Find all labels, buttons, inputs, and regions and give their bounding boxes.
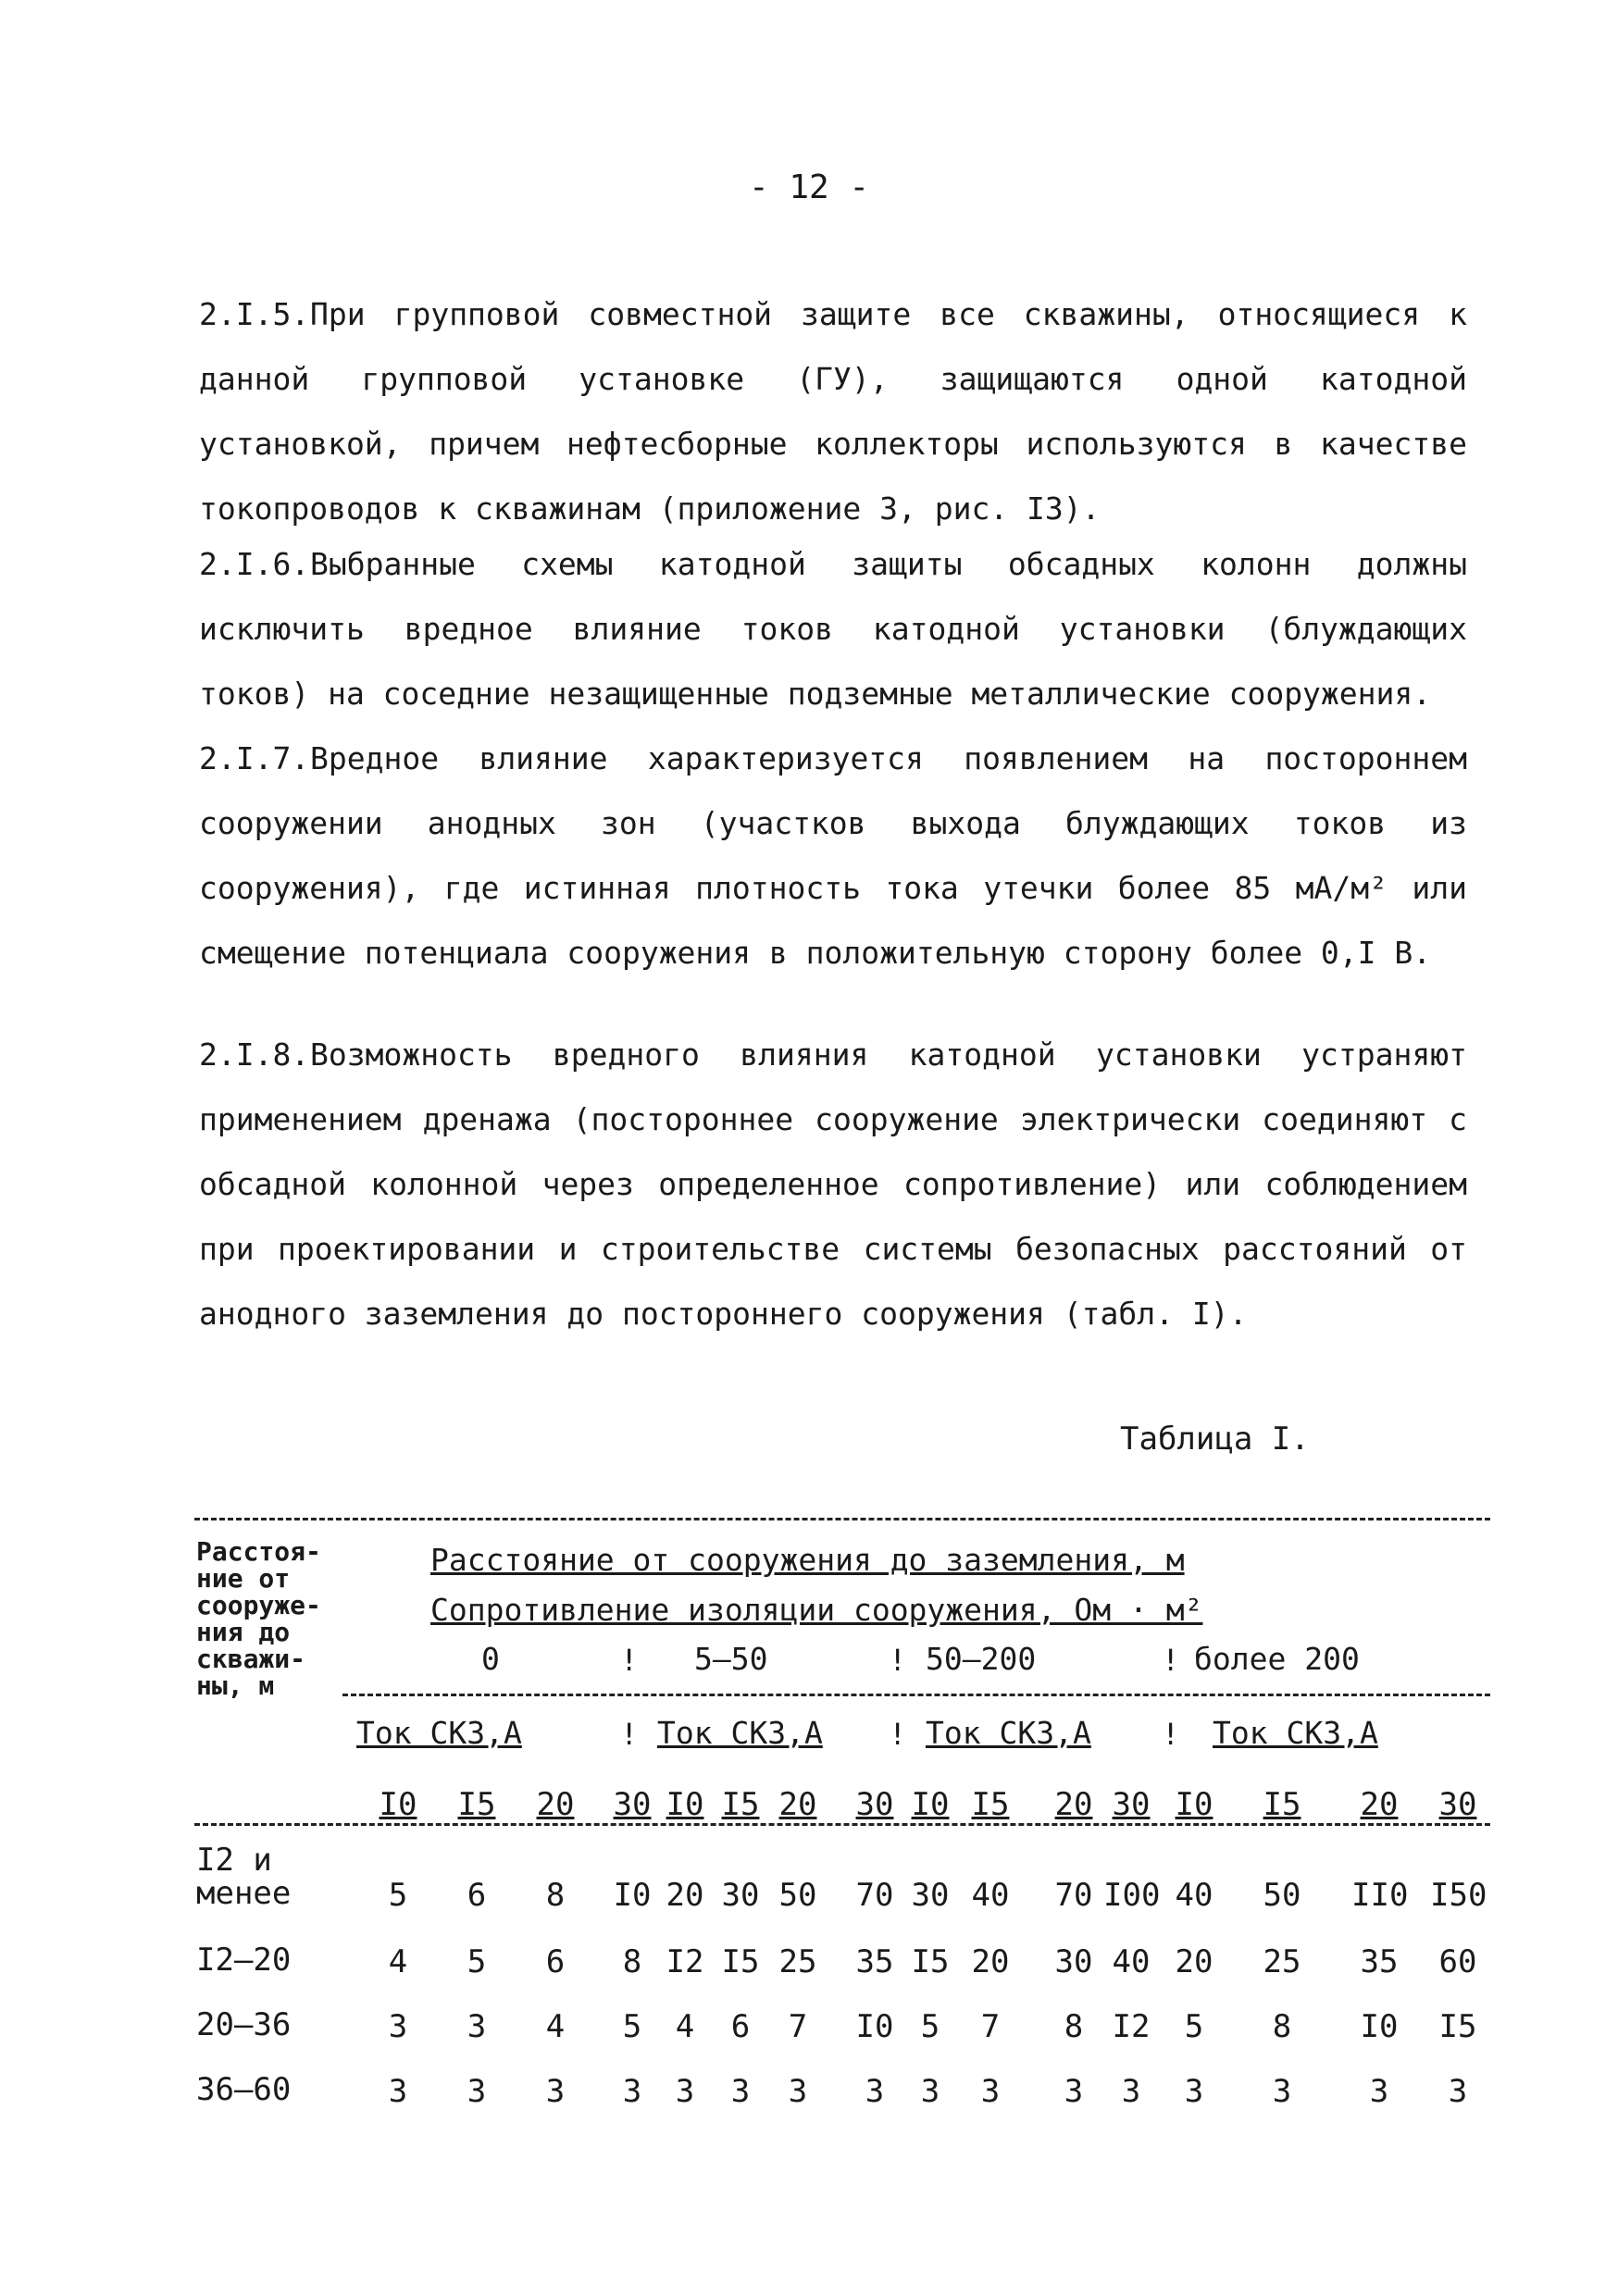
current-label-group-2: Ток СКЗ,А bbox=[657, 1715, 823, 1751]
table-cell: 70 bbox=[1054, 1877, 1093, 1914]
table-cell: I00 bbox=[1103, 1877, 1161, 1914]
table-cell: I0 bbox=[1360, 2008, 1399, 2045]
current-value: I0 bbox=[1175, 1786, 1214, 1823]
table-title: Расстояние от сооружения до заземления, м bbox=[430, 1542, 1185, 1578]
table-cell: 4 bbox=[388, 1943, 408, 1980]
table-cell: 3 bbox=[388, 2008, 408, 2045]
table-cell: 3 bbox=[1184, 2073, 1204, 2110]
table-cell: 3 bbox=[1272, 2073, 1292, 2110]
table-cell: 5 bbox=[920, 2008, 940, 2045]
table-cell: 3 bbox=[467, 2008, 487, 2045]
current-value: I5 bbox=[721, 1786, 760, 1823]
current-label-group-1: Ток СКЗ,А bbox=[356, 1715, 522, 1751]
stub-line: ние от bbox=[196, 1563, 291, 1594]
row-label: 20–36 bbox=[196, 2006, 292, 2043]
clause-number: 2.I.5. bbox=[199, 296, 310, 332]
current-value: 20 bbox=[1360, 1786, 1399, 1823]
current-value: I5 bbox=[971, 1786, 1010, 1823]
table-cell: 3 bbox=[388, 2073, 408, 2110]
column-separator: ! bbox=[889, 1643, 907, 1678]
current-value: 30 bbox=[855, 1786, 894, 1823]
current-value: I0 bbox=[666, 1786, 704, 1823]
table-cell: 7 bbox=[788, 2008, 808, 2045]
table-top-rule bbox=[194, 1518, 1490, 1520]
column-separator: ! bbox=[1162, 1643, 1180, 1678]
table-cell: 3 bbox=[865, 2073, 885, 2110]
table-cell: I2 bbox=[1112, 2008, 1151, 2045]
table-cell: 3 bbox=[675, 2073, 695, 2110]
table-cell: 3 bbox=[1448, 2073, 1468, 2110]
table-cell: 3 bbox=[920, 2073, 940, 2110]
table-cell: 40 bbox=[1112, 1943, 1151, 1980]
table-cell: 6 bbox=[730, 2008, 751, 2045]
table-cell: 20 bbox=[666, 1877, 704, 1914]
table-cell: 8 bbox=[1064, 2008, 1084, 2045]
table-cell: 5 bbox=[388, 1877, 408, 1914]
table-cell: 8 bbox=[622, 1943, 642, 1980]
table-cell: 3 bbox=[730, 2073, 751, 2110]
clause-number: 2.I.6. bbox=[199, 546, 310, 582]
current-value: 30 bbox=[1112, 1786, 1151, 1823]
table-cell: 20 bbox=[971, 1943, 1010, 1980]
row-label: 36–60 bbox=[196, 2071, 292, 2108]
paragraph-2-1-5 bbox=[199, 282, 1467, 541]
table-cell: 20 bbox=[1175, 1943, 1214, 1980]
table-caption: Таблица I. bbox=[1120, 1421, 1310, 1458]
stub-line: скважи- bbox=[196, 1644, 306, 1674]
current-value: 30 bbox=[1438, 1786, 1477, 1823]
table-cell: 5 bbox=[1184, 2008, 1204, 2045]
clause-text: Возможность вредного влияния катодной установки устраняют применением дренажа (постороннее сооружение электрически соединяют с обсадной колонной через определенное сопротивление) или соблюдением при проектировании и строительстве системы безопасных расстояний от анодного заземления до постороннего сооружения (табл. I). bbox=[199, 1036, 1467, 1332]
table-cell: 3 bbox=[980, 2073, 1001, 2110]
table-cell: 3 bbox=[1064, 2073, 1084, 2110]
stub-line: ны, м bbox=[196, 1670, 275, 1701]
table-cell: 30 bbox=[721, 1877, 760, 1914]
table-cell: 40 bbox=[1175, 1877, 1214, 1914]
table-cell: 40 bbox=[971, 1877, 1010, 1914]
table-cell: 50 bbox=[778, 1877, 817, 1914]
table-subtitle: Сопротивление изоляции сооружения, Ом · м² bbox=[430, 1592, 1203, 1628]
current-value: 30 bbox=[613, 1786, 652, 1823]
current-value: 20 bbox=[778, 1786, 817, 1823]
table-cell: 35 bbox=[1360, 1943, 1399, 1980]
table-cell: 35 bbox=[855, 1943, 894, 1980]
table-cell: I5 bbox=[721, 1943, 760, 1980]
row-label: I2 и менее bbox=[196, 1842, 292, 1912]
clause-text: Выбранные схемы катодной защиты обсадных колонн должны исключить вредное влияние токов катодной установки (блуждающих токов) на соседние незащищенные подземные металлические сооружения. bbox=[199, 546, 1467, 712]
table-cell: 7 bbox=[980, 2008, 1001, 2045]
current-value: I0 bbox=[911, 1786, 950, 1823]
column-separator: ! bbox=[620, 1717, 639, 1752]
current-value: 20 bbox=[536, 1786, 575, 1823]
paragraph-2-1-8 bbox=[199, 1023, 1467, 1347]
current-value: I5 bbox=[457, 1786, 496, 1823]
table-cell: II0 bbox=[1351, 1877, 1409, 1914]
group-divider-rule bbox=[342, 1694, 1490, 1696]
table-cell: I2 bbox=[666, 1943, 704, 1980]
page-number: - 12 - bbox=[748, 168, 870, 206]
current-label-group-4: Ток СКЗ,А bbox=[1213, 1715, 1378, 1751]
table-cell: 3 bbox=[1121, 2073, 1141, 2110]
column-separator: ! bbox=[620, 1643, 639, 1678]
table-cell: I5 bbox=[1438, 2008, 1477, 2045]
table-cell: 5 bbox=[622, 2008, 642, 2045]
table-cell: 8 bbox=[545, 1877, 566, 1914]
table-cell: 8 bbox=[1272, 2008, 1292, 2045]
table-cell: 70 bbox=[855, 1877, 894, 1914]
table-cell: 4 bbox=[675, 2008, 695, 2045]
group-header-over-200: более 200 bbox=[1194, 1641, 1360, 1677]
table-cell: I5 bbox=[911, 1943, 950, 1980]
current-value: 20 bbox=[1054, 1786, 1093, 1823]
group-header-5-50: 5–50 bbox=[694, 1641, 768, 1677]
table-cell: 4 bbox=[545, 2008, 566, 2045]
table-cell: 3 bbox=[467, 2073, 487, 2110]
table-cell: I50 bbox=[1430, 1877, 1487, 1914]
table-cell: 25 bbox=[778, 1943, 817, 1980]
table-cell: 30 bbox=[911, 1877, 950, 1914]
stub-line: Расстоя- bbox=[196, 1536, 321, 1567]
table-cell: 6 bbox=[467, 1877, 487, 1914]
table-cell: 6 bbox=[545, 1943, 566, 1980]
column-separator: ! bbox=[889, 1717, 907, 1752]
current-label-group-3: Ток СКЗ,А bbox=[926, 1715, 1091, 1751]
stub-line: ния до bbox=[196, 1617, 291, 1647]
row-label: I2–20 bbox=[196, 1942, 292, 1979]
current-value: I0 bbox=[379, 1786, 417, 1823]
table-cell: 3 bbox=[622, 2073, 642, 2110]
paragraph-2-1-7 bbox=[199, 726, 1467, 986]
header-bottom-rule bbox=[194, 1823, 1490, 1826]
column-separator: ! bbox=[1162, 1717, 1180, 1752]
clause-number: 2.I.7. bbox=[199, 740, 310, 776]
current-value: I5 bbox=[1263, 1786, 1301, 1823]
paragraph-2-1-6 bbox=[199, 532, 1467, 726]
clause-text: При групповой совместной защите все скважины, относящиеся к данной групповой установке (ГУ), защищаются одной катодной установкой, причем нефтесборные коллекторы используются в качестве токопроводов к скважинам (приложение 3, рис. I3). bbox=[199, 296, 1467, 527]
table-cell: 3 bbox=[545, 2073, 566, 2110]
table-cell: 30 bbox=[1054, 1943, 1093, 1980]
table-cell: 3 bbox=[788, 2073, 808, 2110]
table-cell: I0 bbox=[613, 1877, 652, 1914]
table-cell: 60 bbox=[1438, 1943, 1477, 1980]
clause-number: 2.I.8. bbox=[199, 1036, 310, 1073]
table-cell: 25 bbox=[1263, 1943, 1301, 1980]
clause-text: Вредное влияние характеризуется появлением на постороннем сооружении анодных зон (участков выхода блуждающих токов из сооружения), где истинная плотность тока утечки более 85 мА/м² или смещение потенциала сооружения в положительную сторону более 0,I В. bbox=[199, 740, 1467, 971]
table-cell: 50 bbox=[1263, 1877, 1301, 1914]
group-header-50-200: 50–200 bbox=[926, 1641, 1037, 1677]
stub-line: сооруже- bbox=[196, 1590, 321, 1620]
table-cell: 5 bbox=[467, 1943, 487, 1980]
group-header-0: 0 bbox=[481, 1641, 500, 1677]
table-cell: 3 bbox=[1369, 2073, 1389, 2110]
table-cell: I0 bbox=[855, 2008, 894, 2045]
stub-header bbox=[196, 1538, 321, 1699]
